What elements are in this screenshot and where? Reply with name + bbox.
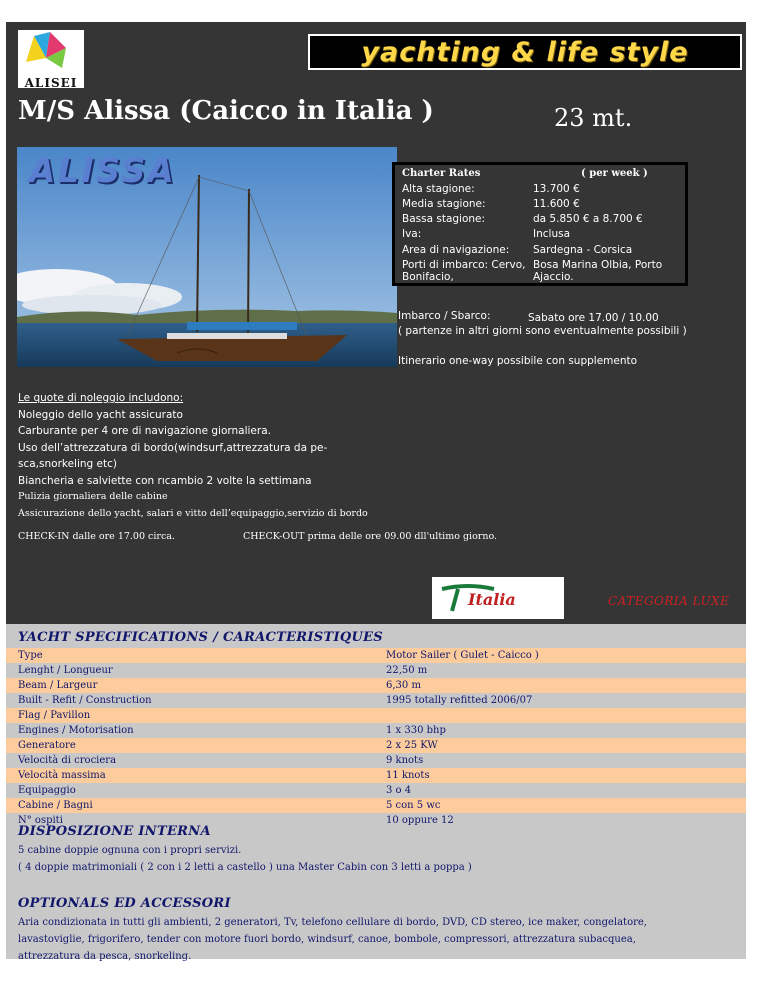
- optionals-line: attrezzatura da pesca, snorkeling.: [18, 951, 192, 962]
- italia-logo-text: Italia: [468, 590, 516, 609]
- spec-key: Velocità massima: [18, 770, 106, 781]
- spec-row: [6, 693, 746, 708]
- spec-value: 3 o 4: [386, 785, 412, 796]
- spec-value: 6,30 m: [386, 680, 421, 691]
- spec-key: Built - Refit / Construction: [18, 695, 152, 706]
- spec-row: [6, 648, 746, 663]
- brand-slogan: yachting & life style: [361, 36, 689, 68]
- spec-key: Generatore: [18, 740, 76, 751]
- optionals-line: Aria condizionata in tutti gli ambienti, 2 generatori, Tv, telefono cellulare di bordo, DVD, CD stereo, ice maker, congelatore,: [18, 917, 647, 928]
- rate-row: [402, 259, 681, 285]
- rate-row: [402, 244, 681, 259]
- disposizione-heading: DISPOSIZIONE INTERNA: [18, 824, 211, 839]
- include-item: Carburante per 4 ore di navigazione giornaliera.: [18, 425, 271, 437]
- optionals-heading: OPTIONALS ED ACCESSORI: [18, 896, 231, 911]
- spec-value: 9 knots: [386, 755, 424, 766]
- rate-row: [402, 228, 681, 243]
- rate-row: [402, 183, 681, 198]
- checkin-text: CHECK-IN dalle ore 17.00 circa.: [18, 531, 175, 542]
- brand-banner: [308, 34, 742, 70]
- yacht-photo: [17, 147, 397, 367]
- embark-label: Imbarco / Sbarco:: [398, 310, 491, 322]
- yacht-length: 23 mt.: [554, 104, 633, 132]
- spec-row: [6, 708, 746, 723]
- includes-heading: Le quote di noleggio includono:: [18, 392, 184, 404]
- brochure-page: [6, 22, 746, 962]
- charter-rates-box: [392, 162, 688, 286]
- spec-value: 5 con 5 wc: [386, 800, 441, 811]
- spec-row: [6, 738, 746, 753]
- spec-row: [6, 723, 746, 738]
- spec-row: [6, 678, 746, 693]
- include-item: Biancheria e salviette con rıcambio 2 volte la settimana: [18, 474, 312, 487]
- rate-value: Sardegna - Corsica: [533, 244, 633, 256]
- rate-key: Area di navigazione:: [402, 244, 510, 256]
- optionals-line: lavastoviglie, frigorifero, tender con motore fuori bordo, windsurf, canoe, bombole, compressori, attrezzatura subacquea,: [18, 934, 636, 945]
- spec-value: Motor Sailer ( Gulet - Caicco ): [386, 650, 539, 661]
- spec-key: Equipaggio: [18, 785, 76, 796]
- rate-key: Porti di imbarco: Cervo, Bonifacio,: [402, 259, 526, 283]
- spec-value: 10 oppure 12: [386, 815, 454, 826]
- rate-row: [402, 213, 681, 228]
- spec-row: [6, 783, 746, 798]
- spec-value: 22,50 m: [386, 665, 428, 676]
- rate-key: Alta stagione:: [402, 183, 475, 195]
- embark-value: Sabato ore 17.00 / 10.00: [528, 312, 659, 324]
- spec-key: Lenght / Longueur: [18, 665, 113, 676]
- logo-text: ALISEI: [24, 76, 78, 90]
- spec-value: 1 x 330 bhp: [386, 725, 446, 736]
- spec-key: N° ospiti: [18, 815, 63, 826]
- include-item: Uso dell’attrezzatura di bordo(windsurf,attrezzatura da pe-: [18, 441, 328, 454]
- specs-section: [6, 624, 746, 962]
- include-item: Assicurazione dello yacht, salari e vitto dell’equipaggio,servizio di bordo: [18, 507, 368, 519]
- italia-logo: [432, 577, 564, 619]
- categoria-label: CATEGORIA LUXE: [608, 594, 730, 608]
- rate-key: Bassa stagione:: [402, 213, 486, 225]
- spec-row: [6, 753, 746, 768]
- page-title: M/S Alissa (Caicco in Italia ): [18, 96, 434, 126]
- spec-key: Cabine / Bagni: [18, 800, 93, 811]
- spec-value: 1995 totally refitted 2006/07: [386, 695, 533, 706]
- specs-heading: YACHT SPECIFICATIONS / CARACTERISTIQUES: [18, 630, 383, 645]
- spec-row: [6, 663, 746, 678]
- rate-value: Bosa Marina Olbia, Porto Ajaccio.: [533, 259, 663, 283]
- photo-yacht-name: ALISSA: [29, 151, 176, 191]
- rate-key: Iva:: [402, 228, 422, 240]
- includes-section: [18, 390, 398, 522]
- spec-key: Engines / Motorisation: [18, 725, 134, 736]
- spec-key: Beam / Largeur: [18, 680, 98, 691]
- rate-value: Inclusa: [533, 228, 571, 240]
- spec-row: [6, 798, 746, 813]
- spec-row: [6, 768, 746, 783]
- disposizione-line: ( 4 doppie matrimoniali ( 2 con i 2 letti a castello ) una Master Cabin con 3 letti a poppa ): [18, 862, 472, 873]
- rate-value: 13.700 €: [533, 183, 580, 195]
- rates-label: Charter Rates: [402, 168, 481, 179]
- checkout-text: CHECK-OUT prima delle ore 09.00 dll'ultimo giorno.: [243, 531, 498, 542]
- include-item: sca,snorkeling etc): [18, 458, 117, 470]
- spec-value: 2 x 25 KW: [386, 740, 438, 751]
- italia-logo-mark: [438, 581, 558, 615]
- spec-key: Flag / Pavillon: [18, 710, 91, 721]
- embark-note: ( partenze in altri giorni sono eventualmente possibili ): [398, 325, 687, 337]
- rate-value: 11.600 €: [533, 198, 580, 210]
- rate-key: Media stagione:: [402, 198, 486, 210]
- include-item: Noleggio dello yacht assicurato: [18, 408, 183, 421]
- oneway-note: Itinerario one-way possibile con supplemento: [398, 355, 638, 367]
- spec-key: Type: [18, 650, 43, 661]
- include-item: Pulizia giornaliera delle cabine: [18, 491, 168, 502]
- rate-value: da 5.850 € a 8.700 €: [533, 213, 643, 225]
- disposizione-line: 5 cabine doppie ognuna con i propri servizi.: [18, 845, 242, 856]
- rate-row: [402, 198, 681, 213]
- spec-key: Velocità di crociera: [18, 755, 117, 766]
- rates-period: ( per week ): [581, 168, 648, 179]
- spec-value: 11 knots: [386, 770, 430, 781]
